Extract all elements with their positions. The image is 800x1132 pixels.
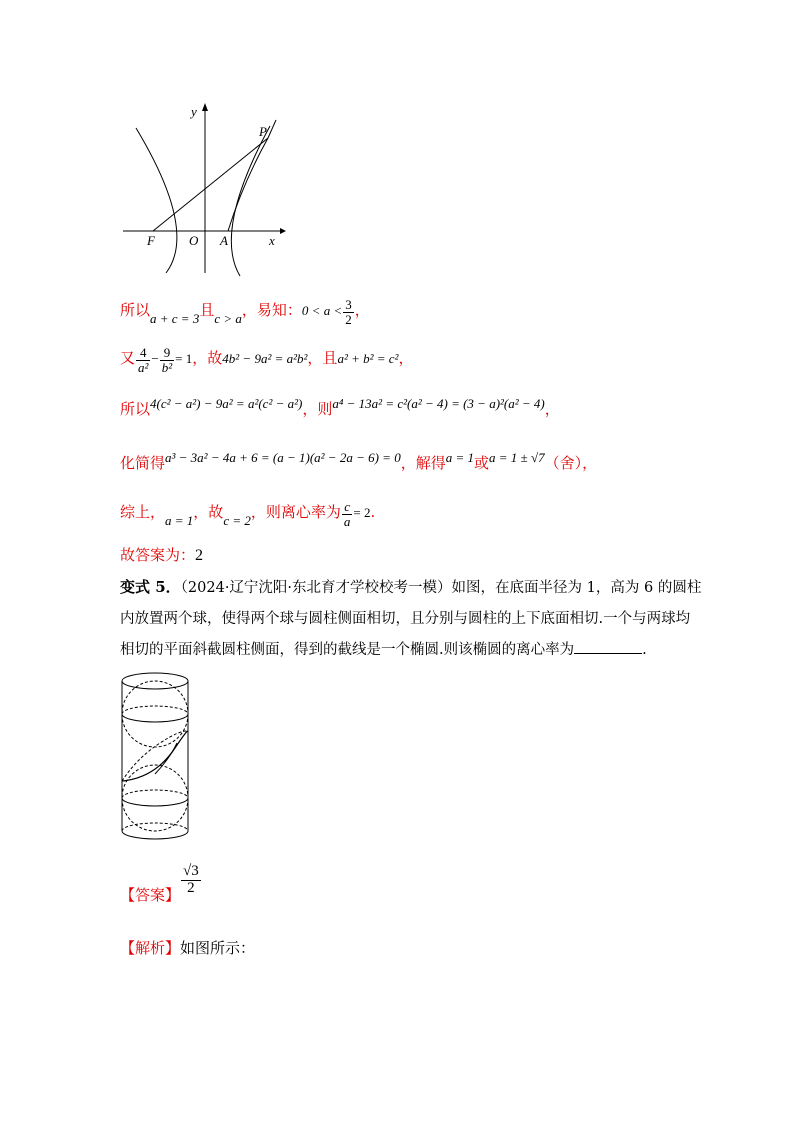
- text: 相切的平面斜截圆柱侧面，得到的截线是一个椭圆.则该椭圆的离心率为: [120, 642, 575, 658]
- math: a = 1: [445, 450, 475, 465]
- lower-sphere-equator-back: [122, 790, 188, 798]
- problem-line-3: [120, 638, 647, 659]
- text: ，则离心率为: [250, 503, 341, 522]
- lower-sphere-equator-front: [122, 798, 188, 806]
- answer-line: [120, 544, 203, 565]
- text: 又: [120, 349, 136, 368]
- analysis-label: 【解析】: [120, 939, 181, 957]
- text: 或: [474, 454, 490, 472]
- text: ，且: [307, 349, 338, 368]
- problem-line-2: [120, 607, 690, 628]
- problem-title: 变式 5．: [120, 578, 181, 596]
- math: a = 1 ± √7: [489, 450, 545, 465]
- math: a = 1: [165, 513, 194, 529]
- math: a³ − 3a² − 4a + 6 = (a − 1)(a² − 2a − 6) = 0: [165, 450, 401, 465]
- label-P: P: [259, 124, 267, 139]
- text: ，则: [302, 400, 333, 418]
- upper-sphere: [122, 681, 188, 747]
- label-x: x: [269, 233, 275, 248]
- text: ，故: [193, 503, 224, 522]
- math: c > a: [214, 311, 242, 327]
- text: ，易知：: [241, 301, 302, 320]
- solution-line-5: [120, 500, 375, 528]
- math: c = 2: [223, 513, 251, 529]
- answer-fraction: $\frac{√3}{2}$: [183, 863, 199, 896]
- analysis-section: [120, 937, 255, 958]
- hyperbola-figure: [118, 98, 288, 278]
- math: a² + b² = c²: [337, 351, 399, 367]
- label-O: O: [189, 233, 199, 248]
- math: $\frac{4}{\text{a²}}$ − $\frac{9}{\text{b²}}$ = 1: [138, 345, 193, 375]
- label-A: A: [220, 233, 228, 248]
- solution-line-3: [120, 398, 560, 419]
- text: （舍），: [544, 454, 598, 472]
- solution-line-4: [120, 452, 597, 473]
- solution-line-1: [120, 298, 370, 326]
- text: 故答案为：: [120, 546, 196, 564]
- label-F: F: [147, 233, 155, 248]
- upper-sphere-equator-back: [122, 706, 188, 714]
- text: 所以: [120, 301, 151, 320]
- math: 4(c² − a²) − 9a² = a²(c² − a²): [150, 396, 303, 411]
- text: 所以: [120, 400, 151, 418]
- hyperbola-right-branch: [231, 126, 270, 276]
- math: 0 < a < $\frac{3}{2}$: [301, 297, 352, 327]
- text: （2024·辽宁沈阳·东北育才学校校考一模）如图，在底面半径为 1，高为 6 的圆柱: [180, 580, 702, 596]
- solution-line-2: [120, 346, 413, 374]
- answer-label: 【答案】: [120, 886, 181, 905]
- text: 内放置两个球，使得两个球与圆柱侧面相切，且分别与圆柱的上下底面相切.一个与两球均: [120, 611, 691, 627]
- cylinder-figure: [115, 668, 195, 848]
- text: .: [642, 642, 647, 658]
- lower-sphere: [122, 765, 188, 831]
- section-ellipse-mid: [155, 743, 177, 774]
- text: 化简得: [120, 454, 166, 472]
- cylinder-bottom-back: [122, 823, 188, 831]
- analysis-text: 如图所示：: [180, 939, 256, 957]
- math: a⁴ − 13a² = c²(a² − 4) = (3 − a)²(a² − 4): [332, 396, 545, 411]
- math: $\frac{c}{a}$ = 2: [343, 499, 371, 529]
- hyperbola-left-branch: [136, 128, 177, 273]
- cylinder-bottom-front: [122, 831, 188, 839]
- problem-line-1: [120, 576, 701, 597]
- x-axis-arrow: [280, 228, 286, 234]
- text: 综上，: [120, 503, 166, 522]
- math: 4b² − 9a² = a²b²: [222, 351, 308, 367]
- answer-blank[interactable]: [574, 639, 642, 654]
- y-axis-arrow: [202, 103, 208, 111]
- text: ，: [398, 349, 414, 368]
- upper-sphere-equator-front: [122, 714, 188, 722]
- math: a + c = 3: [150, 311, 200, 327]
- segment-FP: [153, 138, 268, 231]
- text: .: [370, 503, 376, 522]
- answer-section: [120, 863, 202, 905]
- text: ，: [354, 301, 370, 320]
- answer-value: 2: [195, 547, 204, 564]
- text: ，: [544, 400, 560, 418]
- text: 且: [199, 301, 215, 320]
- label-y: y: [191, 104, 197, 119]
- text: ，故: [192, 349, 223, 368]
- segment-P-extension: [268, 120, 276, 138]
- text: ，解得: [400, 454, 446, 472]
